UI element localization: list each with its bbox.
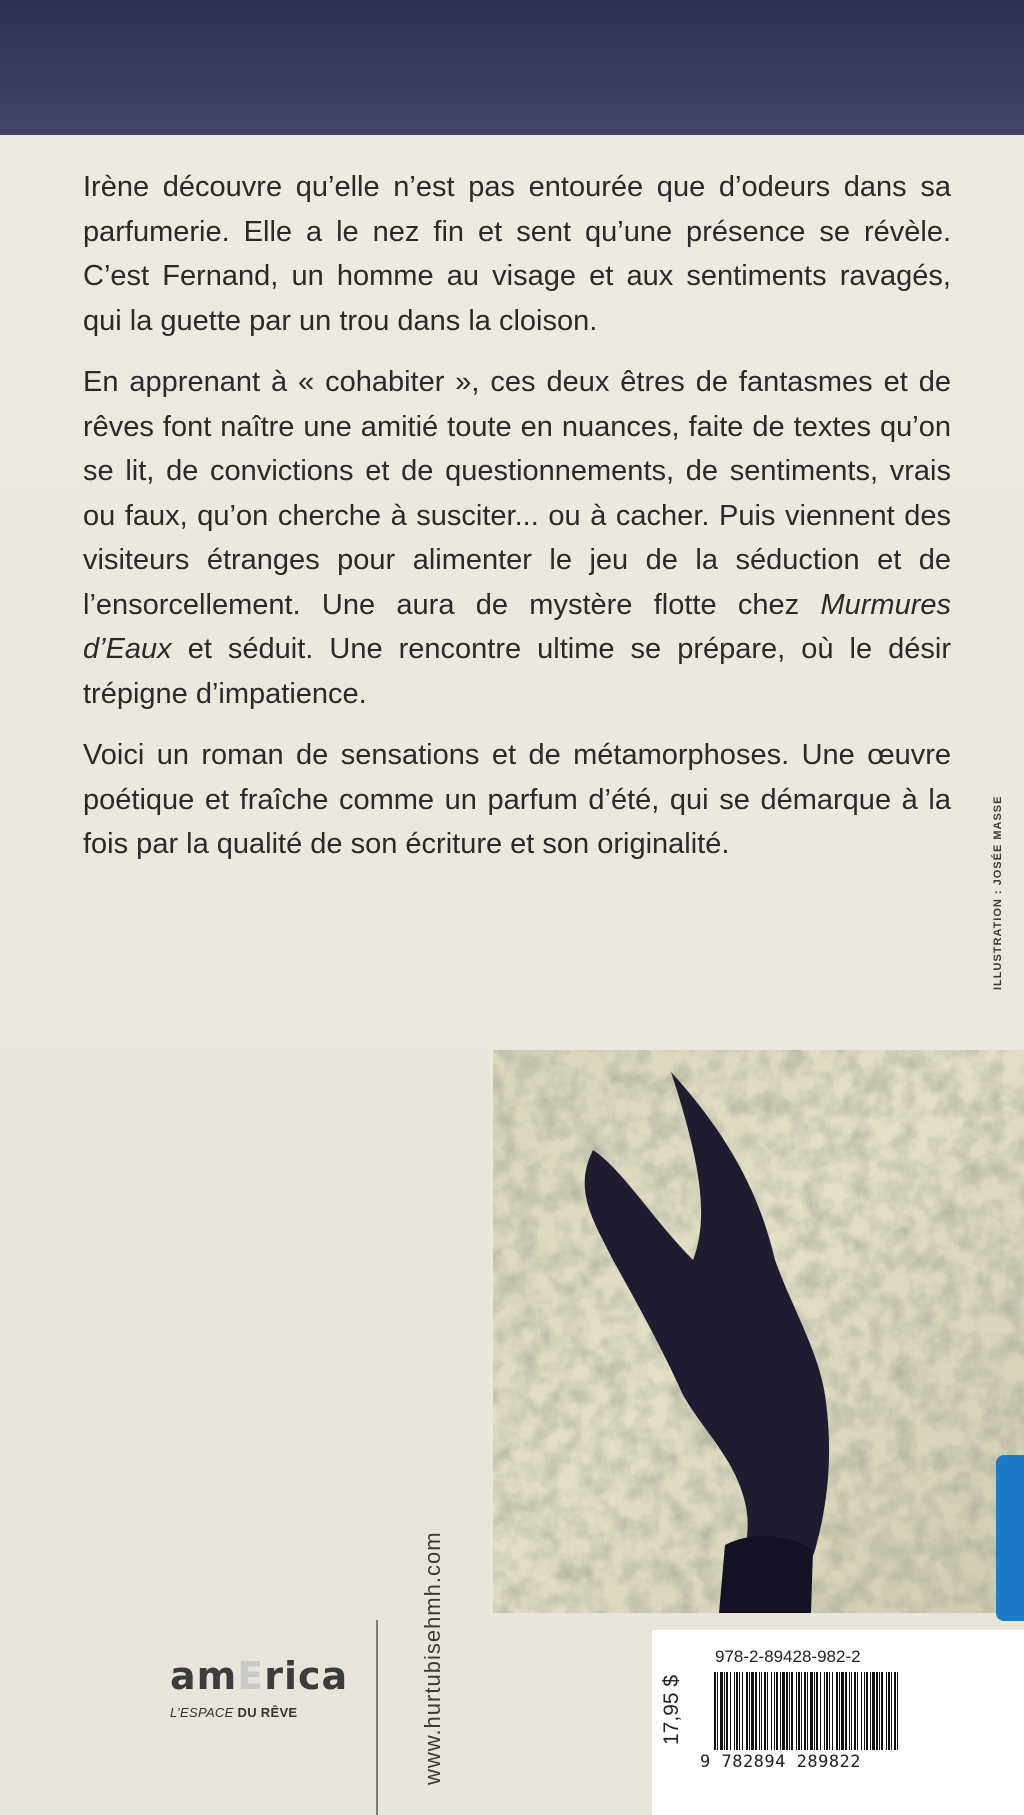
publisher-logo [170,1654,370,1720]
barcode-bar [726,1672,728,1750]
barcode-bar [746,1672,748,1750]
barcode-bar [810,1672,813,1750]
barcode-bar [891,1672,892,1750]
vertical-divider [376,1620,378,1815]
figure-collar [719,1536,813,1613]
illustration-credit: ILLUSTRATION : JOSÉE MASSE [992,795,1004,990]
barcode-bar [764,1672,766,1750]
barcode-bar [714,1672,716,1750]
barcode-bar [807,1672,808,1750]
barcode-bar [742,1672,743,1750]
barcode-bar [849,1672,850,1750]
barcode [712,1672,900,1750]
blue-sticker-tab [996,1455,1024,1621]
barcode-bar [755,1672,757,1750]
barcode-bar [870,1672,871,1750]
barcode-bar [774,1672,775,1750]
barcode-bar [816,1672,818,1750]
barcode-bar [814,1672,815,1750]
publisher-website: www.hurtubisehmh.com [420,1531,445,1785]
barcode-bar [866,1672,868,1750]
barcode-bar [734,1672,735,1750]
barcode-bar [776,1672,778,1750]
barcode-bar [720,1672,723,1750]
barcode-bar [845,1672,847,1750]
blurb-paragraph-1: Irène découvre qu’elle n’est pas entourée que d’odeurs dans sa parfumerie. Elle a le nez fin et sent qu’une présence se révèle. C’est Fernand, un homme au visage et aux sentiments ravagés, qui la guette par un trou dans la cloison. [83,171,951,337]
barcode-bar [854,1672,856,1750]
blurb-paragraph-2-start: En apprenant à « cohabiter », ces deux êtres de fantasmes et de rêves font naître une amitié toute en nuances, faite de textes qu’on se lit, de convictions et de questionnements, de sentiments, vrais ou faux, qu’on cherche à susciter... ou à cacher. Puis viennent des visiteurs étranges pour alimenter le jeu de la séduction et de l’ensorcellement. Une aura de mystère flotte chez [83,366,951,621]
cover-top-band [0,0,1024,135]
barcode-bar [872,1672,875,1750]
price-label: 17,95 $ [660,1674,683,1745]
barcode-bar [881,1672,883,1750]
cover-illustration [493,1050,1024,1613]
barcode-bar [897,1672,898,1750]
barcode-digits: 9 782894 289822 [700,1752,862,1772]
isbn-label: 978-2-89428-982-2 [715,1647,861,1666]
barcode-bar [724,1672,725,1750]
logo-word-start: am [170,1654,238,1698]
barcode-bar [786,1672,788,1750]
illustration-svg [493,1050,1024,1613]
blurb-paragraph-2-end: et séduit. Une rencontre ultime se prépare, où le désir trépigne d’impatience. [83,633,951,710]
barcode-bar [857,1672,858,1750]
barcode-bar [829,1672,830,1750]
blurb-paragraph-3: Voici un roman de sensations et de métamorphoses. Une œuvre poétique et fraîche comme un parfum d’été, qui se démarque à la fois par la qualité de son écriture et son originalité. [83,739,951,860]
logo-tagline-bold: DU RÊVE [237,1705,298,1720]
barcode-bar [876,1672,878,1750]
barcode-bar [789,1672,790,1750]
barcode-bar [759,1672,760,1750]
barcode-bar [879,1672,880,1750]
barcode-bar [798,1672,800,1750]
logo-word-end: rica [264,1654,349,1698]
barcode-bar [782,1672,785,1750]
logo-word-accent: E [237,1654,265,1698]
logo-tagline-start: L’ESPACE [170,1705,238,1720]
barcode-bar [751,1672,754,1750]
barcode-bar [832,1672,833,1750]
barcode-bar [771,1672,772,1750]
barcode-bar [739,1672,740,1750]
barcode-bar [836,1672,838,1750]
barcode-bar [736,1672,738,1750]
barcode-bar [796,1672,797,1750]
barcode-bar [801,1672,802,1750]
barcode-bar [894,1672,896,1750]
barcode-bar [864,1672,865,1750]
barcode-bar [749,1672,750,1750]
blurb-paragraph-2 [83,360,951,716]
barcode-bar [861,1672,862,1750]
barcode-bar [761,1672,762,1750]
barcode-bar [886,1672,887,1750]
blurb-text [83,165,951,884]
barcode-bar [824,1672,825,1750]
barcode-bar [820,1672,821,1750]
barcode-bar [841,1672,844,1750]
barcode-bar [780,1672,781,1750]
barcode-bar [851,1672,852,1750]
logo-tagline [170,1705,370,1720]
barcode-bar [826,1672,828,1750]
barcode-bar [730,1672,731,1750]
barcode-bar [888,1672,890,1750]
barcode-bar [717,1672,718,1750]
book-title-mention: Murmures d’Eaux [83,588,951,665]
logo-wordmark [170,1654,370,1698]
barcode-bar [804,1672,806,1750]
barcode-bar [791,1672,793,1750]
barcode-bar [767,1672,768,1750]
barcode-bar [839,1672,840,1750]
